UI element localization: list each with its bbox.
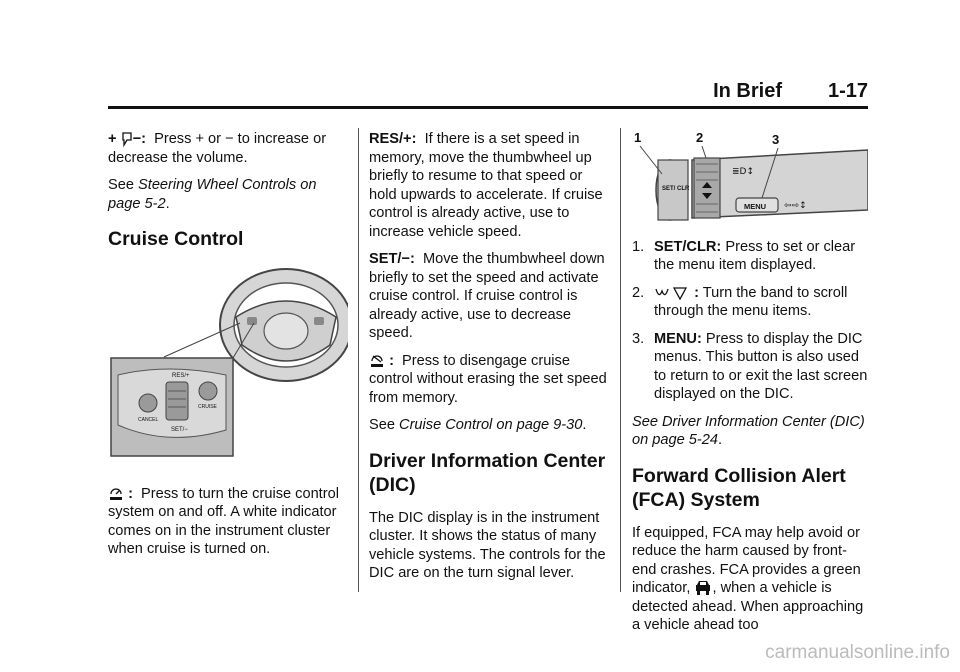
cruise-label: : — [128, 485, 133, 502]
volume-plus-label: + — [108, 131, 117, 147]
dic-heading: Driver Information Center (DIC) — [369, 449, 606, 496]
menu-figure-label: MENU — [744, 202, 767, 211]
set-paragraph — [369, 250, 609, 343]
scroll-up-down-icon — [654, 285, 690, 301]
steering-wheel-controls-link[interactable]: Steering Wheel Controls on page 5-2 — [108, 177, 317, 212]
res-label: RES/+: — [369, 131, 417, 147]
res-text: If there is a set speed in memory, move the thumbwheel up briefly to resume to that speed or hold upwards to accelerate. If cruise control is already active, use to increase vehicle speed. — [369, 131, 603, 240]
cruise-control-link[interactable]: Cruise Control on page 9-30 — [399, 417, 583, 433]
item-label: MENU: — [654, 330, 702, 347]
callout-3: 3 — [772, 132, 780, 147]
item-label: : — [694, 284, 699, 301]
steering-wheel-figure — [108, 265, 348, 465]
volume-paragraph — [108, 130, 348, 167]
set-figure-label: SET/− — [171, 427, 188, 433]
cancel-paragraph — [369, 352, 609, 408]
headlamp-symbol: ≣D↕ — [732, 167, 755, 177]
list-item — [632, 284, 868, 321]
see-end: . — [718, 432, 723, 448]
set-text: Move the thumbwheel down briefly to set the speed and activate cruise control. If cruise control is already active, use to decrease speed. — [369, 251, 605, 341]
dic-link[interactable]: See Driver Information Center (DIC) on page 5-24 — [632, 413, 865, 448]
speech-icon — [121, 131, 133, 147]
cancel-icon — [369, 353, 385, 369]
fca-text-2: , when a vehicle is detected ahead. When approaching a vehicle ahead too — [632, 580, 864, 633]
volume-minus-label: −: — [132, 131, 146, 147]
see-label: See — [108, 177, 134, 193]
volume-text: Press + or − to increase or decrease the volume. — [108, 131, 327, 166]
item-number: 2. — [632, 284, 645, 301]
dic-text: The DIC display is in the instrument cluster. It shows the status of many vehicle systems. The controls for the DIC are on the turn signal lever. — [369, 509, 606, 581]
column-3 — [632, 130, 868, 644]
watermark: carmanualsonline.info — [765, 642, 950, 663]
section-title: In Brief — [713, 80, 782, 102]
column-2 — [369, 130, 609, 592]
cruise-paragraph — [108, 485, 348, 559]
see-end: . — [582, 417, 587, 433]
header-rule — [108, 106, 868, 109]
page-number: 1-17 — [827, 80, 868, 102]
cruise-control-heading: Cruise Control — [108, 228, 244, 250]
item-text: Turn the band to scroll through the menu items. — [654, 284, 848, 319]
res-paragraph — [369, 130, 609, 241]
column-divider-1 — [358, 128, 359, 592]
column-1 — [108, 130, 348, 568]
see-end: . — [165, 195, 170, 212]
set-clr-figure-label: SET/ CLR — [662, 186, 690, 192]
item-text: Press to set or clear the menu item displayed. — [654, 238, 856, 273]
cancel-label: : — [389, 352, 394, 369]
callout-1: 1 — [634, 130, 642, 145]
fca-paragraph — [632, 524, 868, 635]
cancel-figure-label: CANCEL — [138, 417, 159, 423]
cruise-icon — [108, 486, 124, 502]
turn-signal-lever-figure — [632, 130, 868, 226]
item-text: Press to display the DIC menus. This button is also used to return to or exit the last screen displayed on the DIC. — [654, 330, 868, 402]
see-label: See — [369, 417, 395, 433]
see-cruise-paragraph — [369, 416, 609, 435]
item-number: 1. — [632, 238, 645, 255]
cancel-text: Press to disengage cruise control without erasing the set speed from memory. — [369, 352, 607, 406]
see-steering-paragraph — [108, 176, 348, 213]
fca-heading: Forward Collision Alert (FCA) System — [632, 464, 846, 511]
vehicle-ahead-icon — [694, 580, 712, 596]
res-figure-label: RES/+ — [172, 373, 190, 379]
fca-text-1: If equipped, FCA may help avoid or reduce the harm caused by front-end crashes. FCA provides a green indicator, — [632, 524, 861, 596]
list-item — [632, 330, 868, 404]
item-label: SET/CLR: — [654, 238, 722, 255]
callout-2: 2 — [696, 130, 704, 145]
dic-paragraph — [369, 509, 609, 583]
cruise-figure-label: CRUISE — [198, 404, 217, 410]
list-item — [632, 238, 868, 275]
cruise-text: Press to turn the cruise control system on and off. A white indicator comes on in the instrument cluster when cruise is turned on. — [108, 485, 339, 557]
set-label: SET/−: — [369, 251, 415, 267]
column-divider-2 — [620, 128, 621, 592]
item-number: 3. — [632, 330, 645, 347]
see-dic-paragraph — [632, 413, 868, 450]
flash-symbol: ⇦⇨↕ — [784, 201, 807, 211]
